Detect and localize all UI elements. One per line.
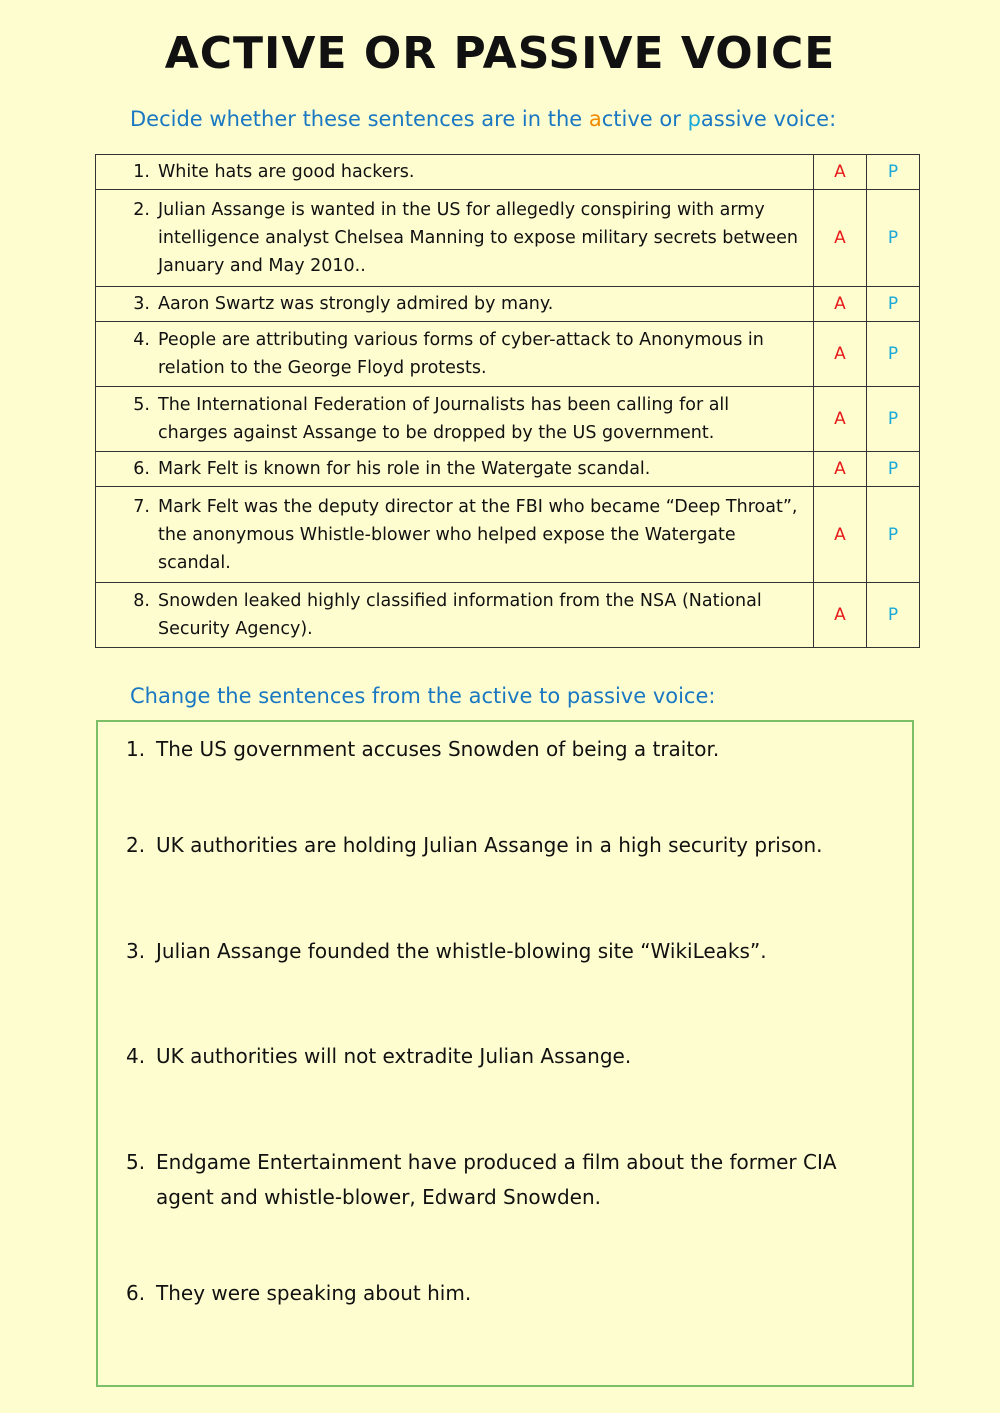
option-passive[interactable]: P [867,190,920,287]
answer-box [96,720,914,1387]
option-active[interactable]: A [814,387,867,452]
option-passive[interactable]: P [867,452,920,487]
table-row: 8. Snowden leaked highly classified information from the NSA (National Security Agency). A P [96,583,920,648]
option-active[interactable]: A [814,287,867,322]
table-row: 7. Mark Felt was the deputy director at the FBI who became “Deep Throat”, the anonymous Whistle-blower who helped expose the Watergate scandal. A P [96,487,920,583]
option-passive[interactable]: P [867,583,920,648]
option-active[interactable]: A [814,487,867,583]
instruction-transform: Change the sentences from the active to passive voice: [130,684,716,708]
table-row: 1. White hats are good hackers. A P [96,155,920,190]
option-passive[interactable]: P [867,155,920,190]
page-title: ACTIVE OR PASSIVE VOICE [164,28,836,79]
list-item: 1. The US government accuses Snowden of being a traitor. [126,737,720,761]
list-item: 3. Julian Assange founded the whistle-blowing site “WikiLeaks”. [126,939,767,963]
voice-table [95,154,920,648]
list-item: 2. UK authorities are holding Julian Assange in a high security prison. [126,833,823,857]
list-item: 6. They were speaking about him. [126,1281,472,1305]
instruction-identify: Decide whether these sentences are in the active or passive voice: [130,107,837,131]
option-passive[interactable]: P [867,387,920,452]
table-row: 4. People are attributing various forms of cyber-attack to Anonymous in relation to the George Floyd protests. A P [96,322,920,387]
table-row: 2. Julian Assange is wanted in the US for allegedly conspiring with army intelligence analyst Chelsea Manning to expose military secrets between January and May 2010.. A P [96,190,920,287]
option-active[interactable]: A [814,583,867,648]
list-item: 4. UK authorities will not extradite Julian Assange. [126,1044,632,1068]
option-active[interactable]: A [814,452,867,487]
option-passive[interactable]: P [867,487,920,583]
table-row: 3. Aaron Swartz was strongly admired by many. A P [96,287,920,322]
option-active[interactable]: A [814,155,867,190]
option-active[interactable]: A [814,190,867,287]
option-passive[interactable]: P [867,322,920,387]
table-row: 5. The International Federation of Journalists has been calling for all charges against Assange to be dropped by the US government. A P [96,387,920,452]
option-passive[interactable]: P [867,287,920,322]
option-active[interactable]: A [814,322,867,387]
list-item: 5. Endgame Entertainment have produced a film about the former CIA agent and whistle-blower, Edward Snowden. [126,1150,837,1209]
table-row: 6. Mark Felt is known for his role in the Watergate scandal. A P [96,452,920,487]
